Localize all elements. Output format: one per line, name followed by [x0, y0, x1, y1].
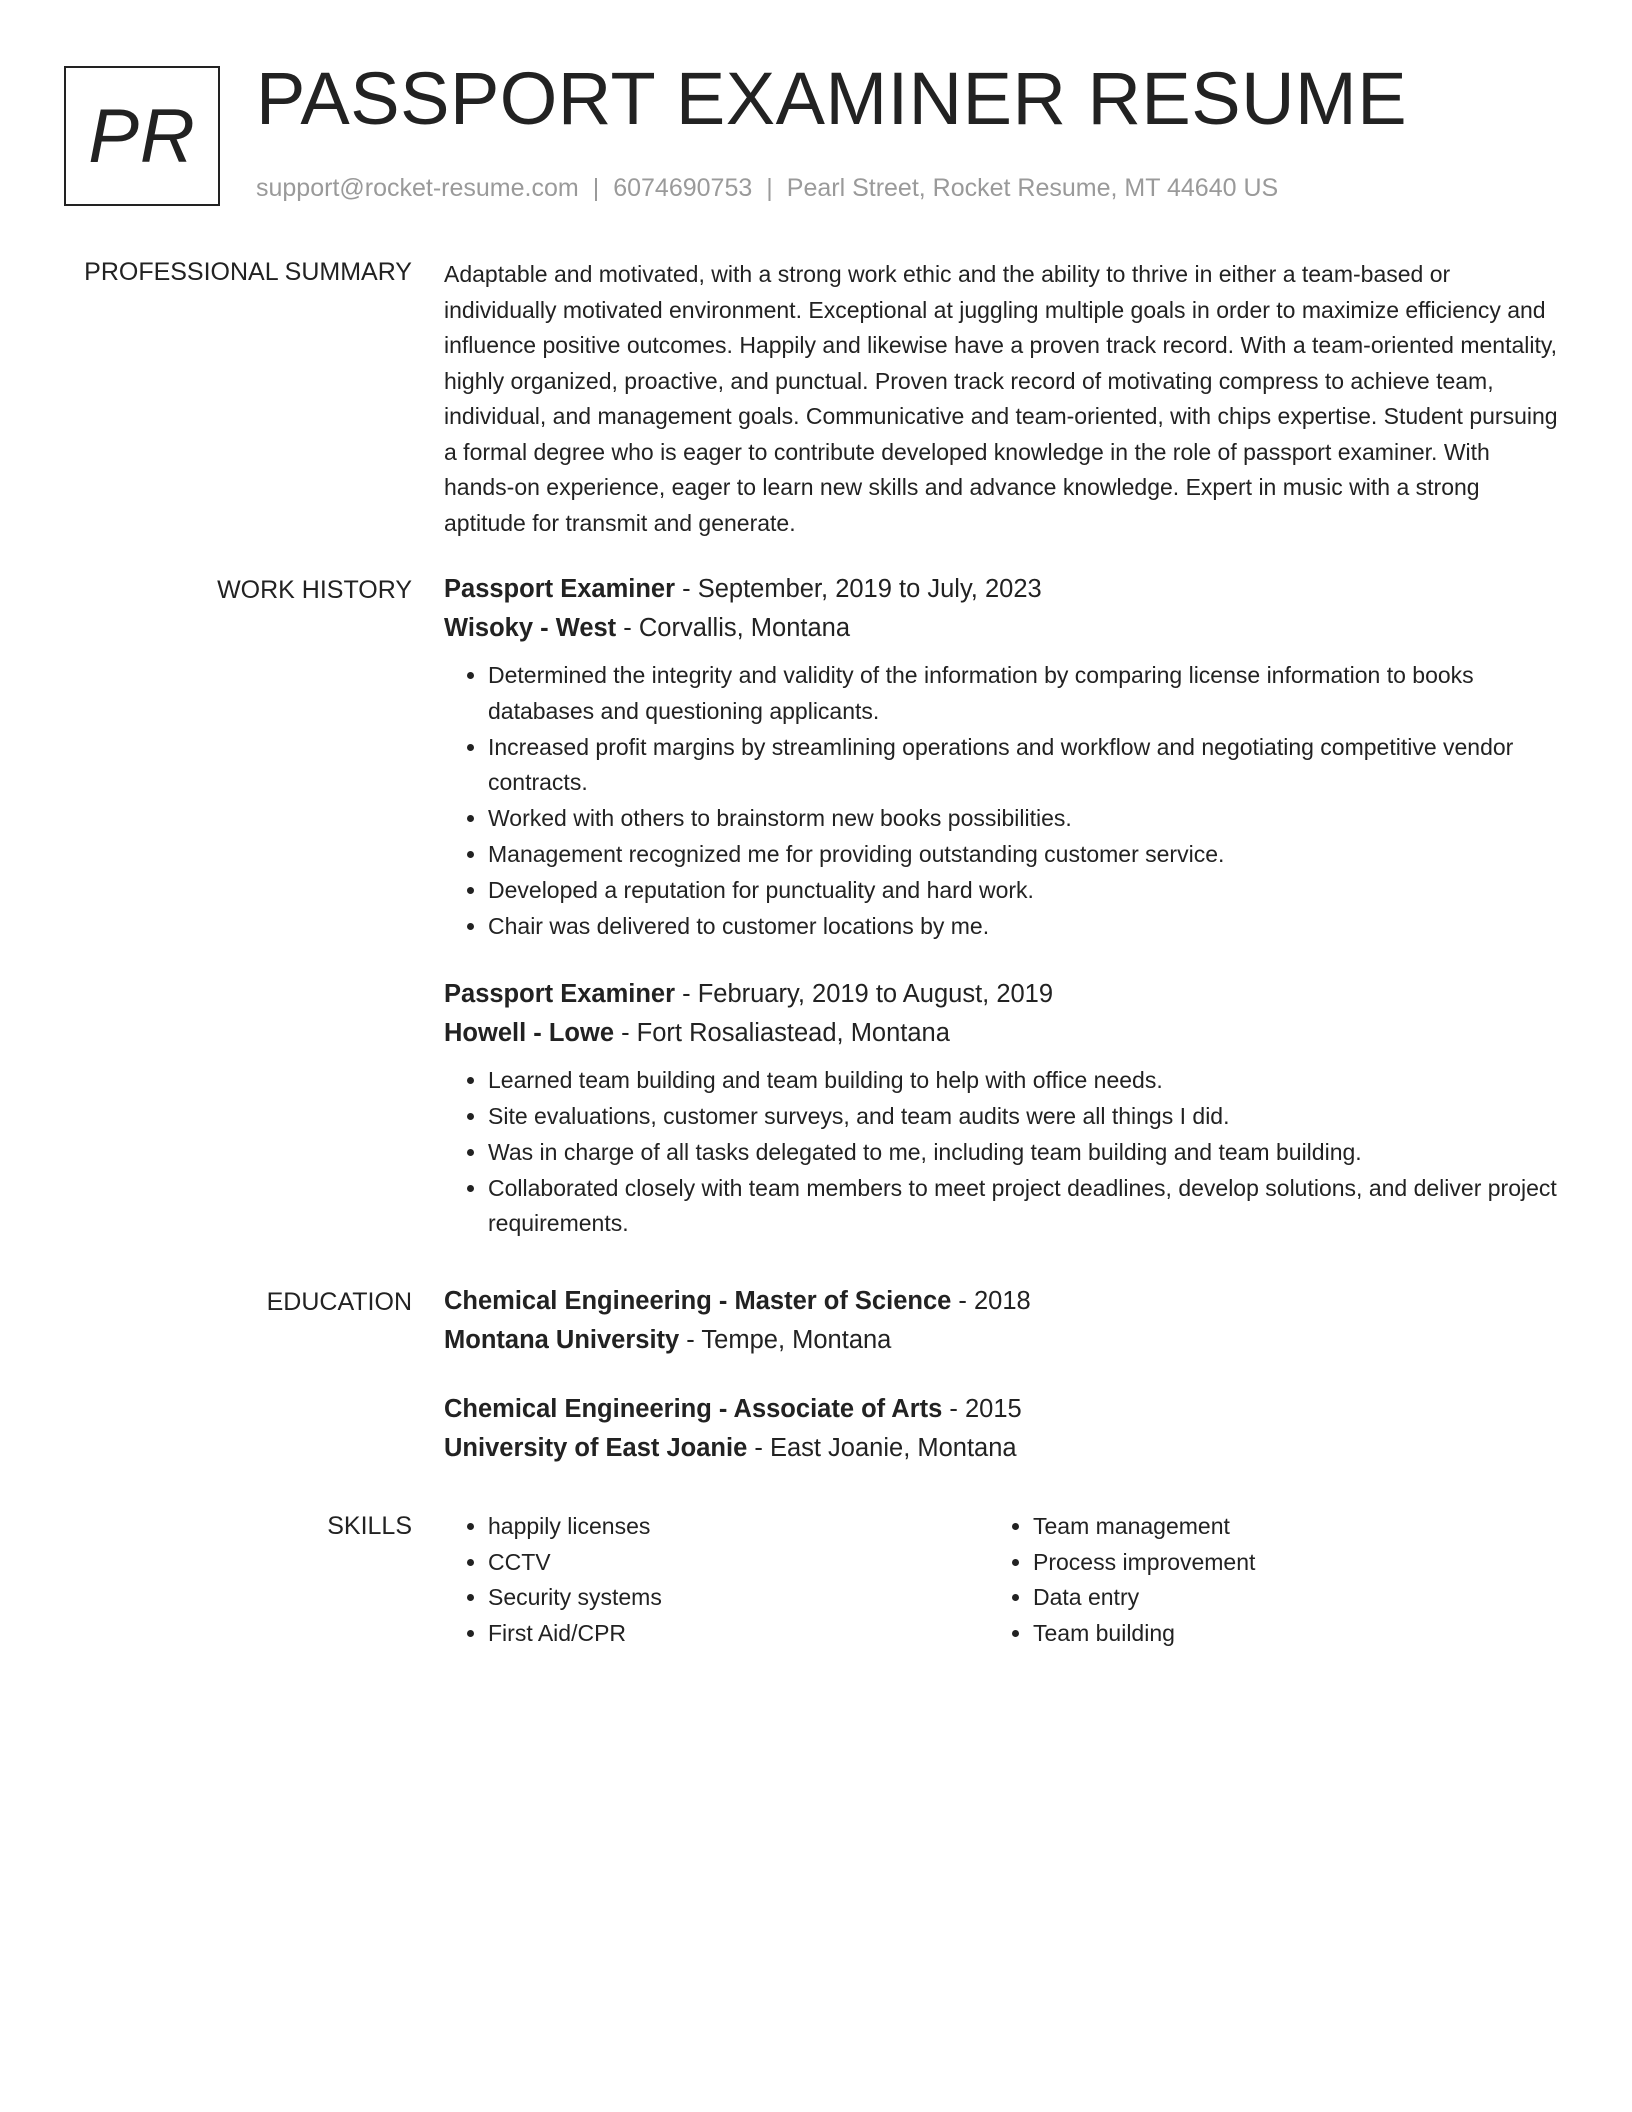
education-entry [444, 1390, 1560, 1468]
skill-item: • Data entry [1033, 1580, 1255, 1616]
job-bullet: • Worked with others to brainstorm new books possibilities. [488, 801, 1560, 837]
job-entry [444, 570, 1560, 945]
contact-line [256, 174, 1278, 203]
skill-item: • First Aid/CPR [488, 1616, 662, 1652]
summary-text: Adaptable and motivated, with a strong work ethic and the ability to thrive in either a team-based or individually motivated environment. Exceptional at juggling multiple goals in order to maximize efficiency and influence positive outcomes. Happily and likewise have a proven track record. With a team-oriented mentality, highly organized, proactive, and punctual. Proven track record of motivating compress to achieve team, individual, and management goals. Communicative and team-oriented, with chips expertise. Student pursuing a formal degree who is eager to contribute developed knowledge in the role of passport examiner. With hands-on experience, eager to learn new skills and advance knowledge. Expert in music with a strong aptitude for transmit and generate. [444, 261, 1558, 536]
skills-list-right [989, 1509, 1255, 1651]
education-school: University of East Joanie [444, 1434, 748, 1462]
contact-separator: | [766, 174, 773, 202]
education-degree: Chemical Engineering - Master of Science [444, 1287, 952, 1315]
job-entry [444, 975, 1560, 1242]
education-degree-line [444, 1390, 1560, 1429]
job-location: - Corvallis, Montana [616, 614, 851, 642]
job-dates: - September, 2019 to July, 2023 [675, 575, 1042, 603]
education-school-line [444, 1429, 1560, 1468]
skill-item: • Security systems [488, 1580, 662, 1616]
job-bullet: • Learned team building and team building to help with office needs. [488, 1063, 1560, 1099]
education-school-line [444, 1321, 1560, 1360]
skills-list-left [444, 1509, 662, 1651]
contact-address: Pearl Street, Rocket Resume, MT 44640 US [786, 174, 1279, 202]
job-bullet: • Chair was delivered to customer locations by me. [488, 909, 1560, 945]
job-bullet: • Was in charge of all tasks delegated to me, including team building and team building. [488, 1135, 1560, 1171]
section-label-summary: PROFESSIONAL SUMMARY [84, 258, 412, 286]
education-school: Montana University [444, 1326, 680, 1354]
education-section [444, 1282, 1560, 1468]
job-company: Howell - Lowe [444, 1018, 615, 1047]
contact-separator: | [592, 174, 600, 202]
summary-section [444, 257, 1560, 541]
skill-item: • Process improvement [1033, 1545, 1255, 1581]
monogram-logo: PR [64, 66, 220, 206]
work-history-section [444, 570, 1560, 1242]
job-bullet: • Collaborated closely with team members to meet project deadlines, develop solutions, and deliver project requirements. [488, 1171, 1560, 1242]
contact-phone[interactable]: 6074690753 [613, 174, 753, 202]
job-company-line [444, 609, 1560, 648]
job-bullet: • Increased profit margins by streamlining operations and workflow and negotiating competitive vendor contracts. [488, 730, 1560, 801]
job-bullet: • Developed a reputation for punctuality and hard work. [488, 873, 1560, 909]
job-company: Wisoky - West [444, 614, 617, 642]
education-year: - 2015 [942, 1395, 1022, 1423]
skill-item: • happily licenses [488, 1509, 662, 1545]
section-label-skills: SKILLS [327, 1512, 412, 1540]
skill-item: • Team management [1033, 1509, 1255, 1545]
contact-email[interactable]: support@rocket-resume.com [256, 174, 579, 202]
job-bullet: • Management recognized me for providing outstanding customer service. [488, 837, 1560, 873]
skill-item: • Team building [1033, 1616, 1255, 1652]
job-location: - Fort Rosaliastead, Montana [614, 1018, 950, 1047]
job-title: Passport Examiner [444, 979, 676, 1008]
education-location: - Tempe, Montana [679, 1326, 892, 1354]
job-bullet: • Determined the integrity and validity of the information by comparing license information to books databases and questioning applicants. [488, 658, 1560, 729]
education-year: - 2018 [951, 1287, 1031, 1315]
job-bullet-list [444, 658, 1560, 945]
job-bullet: • Site evaluations, customer surveys, and team audits were all things I did. [488, 1099, 1560, 1135]
education-degree-line [444, 1282, 1560, 1321]
job-title-line [444, 570, 1560, 609]
education-entry [444, 1282, 1560, 1360]
job-title-line [444, 975, 1560, 1014]
job-title: Passport Examiner [444, 575, 676, 603]
skill-item: • CCTV [488, 1545, 662, 1581]
job-bullet-list [444, 1063, 1560, 1242]
section-label-education: EDUCATION [266, 1288, 412, 1316]
skills-section [444, 1509, 1560, 1659]
job-company-line [444, 1014, 1560, 1053]
education-degree: Chemical Engineering - Associate of Arts [444, 1395, 943, 1423]
job-dates: - February, 2019 to August, 2019 [675, 979, 1054, 1008]
section-label-work-history: WORK HISTORY [217, 576, 412, 604]
resume-title: PASSPORT EXAMINER RESUME [256, 57, 1408, 140]
education-location: - East Joanie, Montana [747, 1434, 1017, 1462]
